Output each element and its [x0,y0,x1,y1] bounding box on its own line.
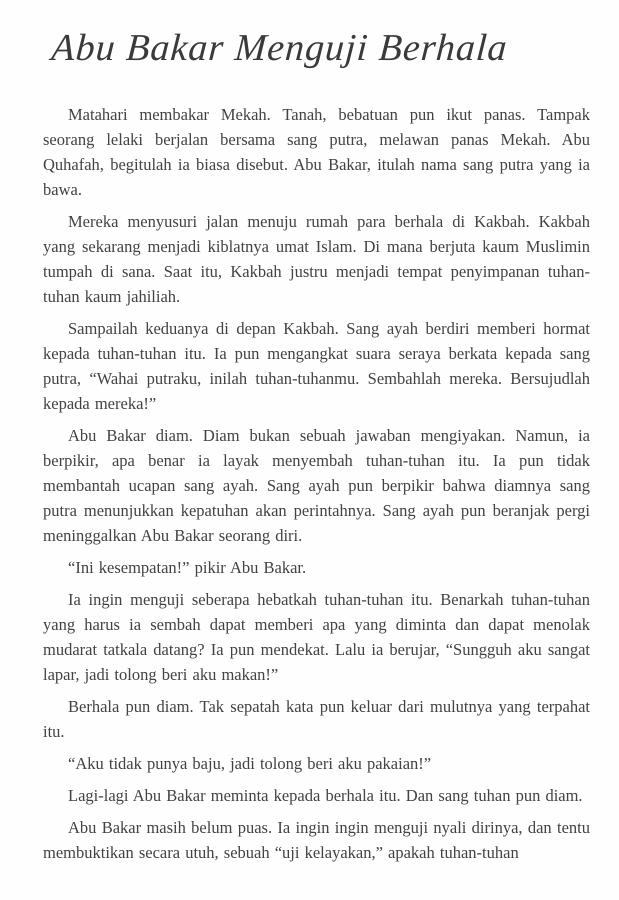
paragraph-3: Sampailah keduanya di depan Kakbah. Sang ayah berdiri memberi hormat kepada tuhan-tuhan itu. Ia pun mengangkat suara seraya berkata kepada sang putra, “Wahai putraku, inilah tuhan-tuhanmu. Sembahlah mereka. Bersujudlah kepada mereka!” [43,318,590,413]
paragraph-2: Mereka menyusuri jalan menuju rumah para berhala di Kakbah. Kakbah yang sekarang menjadi kiblatnya umat Islam. Di mana berjuta kaum Muslimin tumpah di sana. Saat itu, Kakbah justru menjadi tempat penyimpanan tuhan-tuhan kaum jahiliah. [43,211,590,306]
paragraph-9: Lagi-lagi Abu Bakar meminta kepada berhala itu. Dan sang tuhan pun diam. [68,785,583,805]
paragraph-1: Matahari membakar Mekah. Tanah, bebatuan pun ikut panas. Tampak seorang lelaki berjalan bersama sang putra, melawan panas Mekah. Abu Quhafah, begitulah ia biasa disebut. Abu Bakar, itulah nama sang putra yang ia bawa. [43,104,590,199]
paragraph-4: Abu Bakar diam. Diam bukan sebuah jawaban mengiyakan. Namun, ia berpikir, apa benar ia layak menyembah tuhan-tuhan itu. Ia pun tidak membantah ucapan sang ayah. Sang ayah pun berpikir bahwa diamnya sang putra menunjukkan kepatuhan akan perintahnya. Sang ayah pun beranjak pergi meninggalkan Abu Bakar seorang diri. [43,425,590,545]
paragraph-8: “Aku tidak punya baju, jadi tolong beri aku pakaian!” [68,753,432,773]
paragraph-7: Berhala pun diam. Tak sepatah kata pun keluar dari mulutnya yang terpahat itu. [43,696,590,741]
page-body-text [43,102,590,865]
chapter-title: Abu Bakar Menguji Berhala [50,27,510,69]
paragraph-5: “Ini kesempatan!” pikir Abu Bakar. [68,557,307,577]
paragraph-6: Ia ingin menguji seberapa hebatkah tuhan-tuhan itu. Benarkah tuhan-tuhan yang harus ia sembah dapat memberi apa yang diminta dan dapat menolak mudarat tatkala datang? Ia pun mendekat. Lalu ia berujar, “Sungguh aku sangat lapar, jadi tolong beri aku makan!” [43,589,590,684]
paragraph-10: Abu Bakar masih belum puas. Ia ingin ingin menguji nyali dirinya, dan tentu membuktikan secara utuh, sebuah “uji kelayakan,” apakah tuhan-tuhan [43,817,590,862]
